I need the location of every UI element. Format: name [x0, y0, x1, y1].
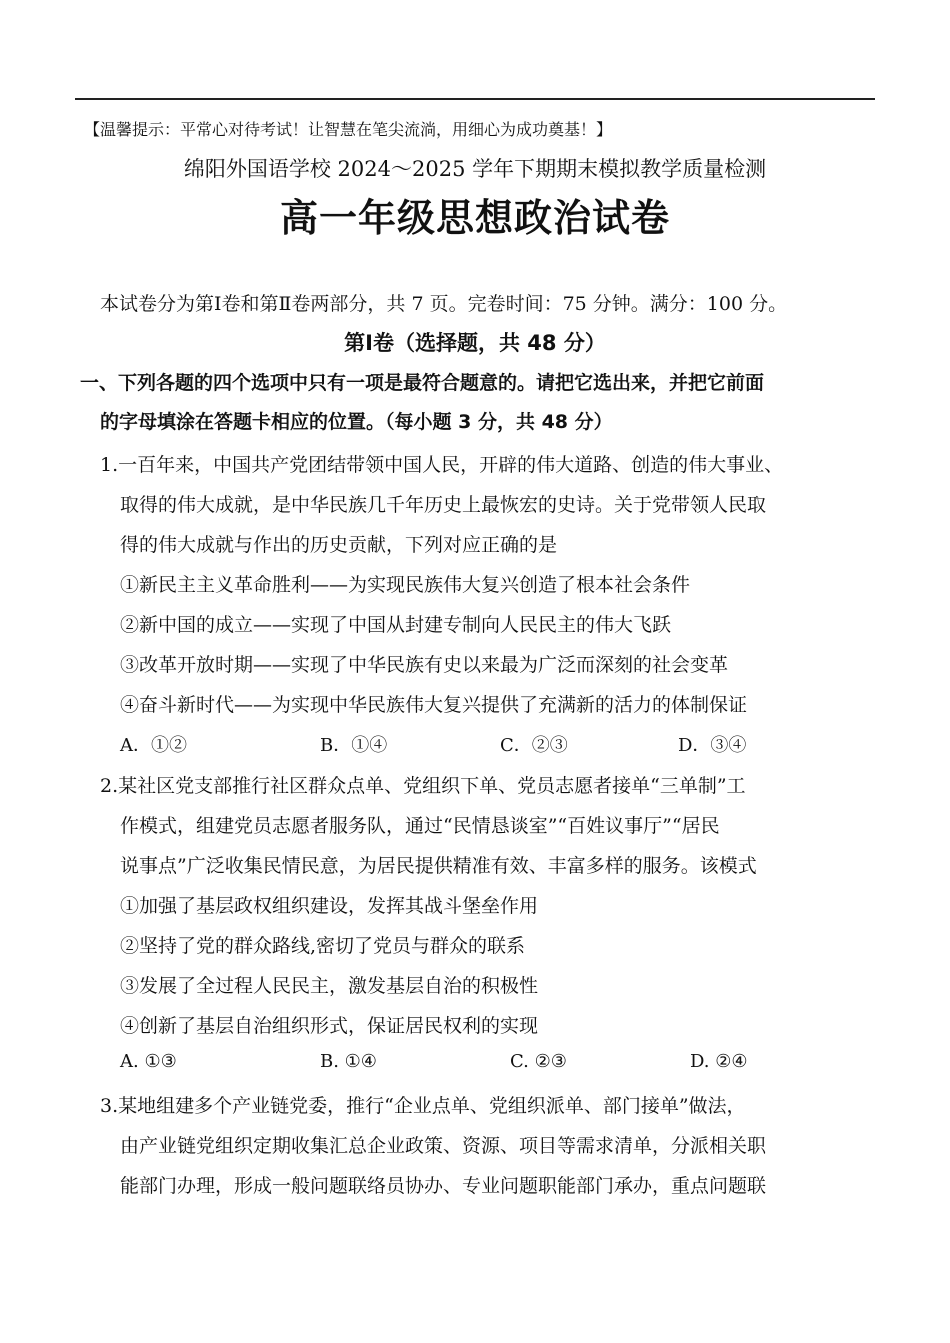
exam-title: 高一年级思想政治试卷: [279, 196, 670, 240]
top-rule: [75, 98, 875, 100]
q1-option-b: B．①④: [320, 735, 388, 756]
tip-line: 【温馨提示：平常心对待考试！让智慧在笔尖流淌，用细心为成功奠基！】: [84, 120, 613, 139]
q1-stem-line1: 1.一百年来，中国共产党团结带领中国人民，开辟的伟大道路、创造的伟大事业、: [100, 454, 784, 476]
q2-option-b: B. ①④: [320, 1051, 377, 1072]
q2-statement-3: ③发展了全过程人民民主，激发基层自治的积极性: [120, 975, 539, 997]
q2-statement-1: ①加强了基层政权组织建设，发挥其战斗堡垒作用: [120, 895, 539, 917]
q3-stem-line1: 3.某地组建多个产业链党委，推行“企业点单、党组织派单、部门接单”做法，: [100, 1095, 746, 1117]
q1-statement-4: ④奋斗新时代——为实现中华民族伟大复兴提供了充满新的活力的体制保证: [120, 694, 748, 716]
q3-stem-line2: 由产业链党组织定期收集汇总企业政策、资源、项目等需求清单，分派相关职: [120, 1135, 767, 1157]
q3-stem-line3: 能部门办理，形成一般问题联络员协办、专业问题职能部门承办，重点问题联: [120, 1175, 767, 1197]
q1-option-a: A．①②: [120, 735, 187, 756]
q2-statement-4: ④创新了基层自治组织形式，保证居民权利的实现: [120, 1015, 539, 1037]
exam-subtitle: 绵阳外国语学校 2024～2025 学年下期期末模拟教学质量检测: [183, 157, 767, 181]
exam-intro: 本试卷分为第Ⅰ卷和第Ⅱ卷两部分，共 7 页。完卷时间：75 分钟。满分：100 分。: [100, 293, 788, 315]
q2-option-c: C. ②③: [510, 1051, 567, 1072]
q1-stem-line3: 得的伟大成就与作出的历史贡献，下列对应正确的是: [120, 534, 558, 556]
q1-stem-line2: 取得的伟大成就，是中华民族几千年历史上最恢宏的史诗。关于党带领人民取: [120, 494, 767, 516]
volume-heading: 第Ⅰ卷（选择题，共 48 分）: [344, 331, 606, 355]
q1-statement-1: ①新民主主义革命胜利——为实现民族伟大复兴创造了根本社会条件: [120, 574, 691, 596]
q2-option-a: A. ①③: [120, 1051, 177, 1072]
q2-statement-2: ②坚持了党的群众路线,密切了党员与群众的联系: [120, 935, 526, 957]
q1-statement-2: ②新中国的成立——实现了中国从封建专制向人民民主的伟大飞跃: [120, 614, 672, 636]
q1-option-d: D．③④: [678, 735, 747, 756]
section-instruction-line1: 一、下列各题的四个选项中只有一项是最符合题意的。请把它选出来，并把它前面: [80, 372, 765, 394]
q2-stem-line3: 说事点”广泛收集民情民意，为居民提供精准有效、丰富多样的服务。该模式: [120, 855, 757, 877]
q1-option-c: C．②③: [500, 735, 568, 756]
q2-option-d: D. ②④: [690, 1051, 748, 1072]
q2-stem-line2: 作模式，组建党员志愿者服务队，通过“民情恳谈室”“百姓议事厅”“居民: [120, 815, 720, 837]
q2-stem-line1: 2.某社区党支部推行社区群众点单、党组织下单、党员志愿者接单“三单制”工: [100, 775, 746, 797]
section-instruction-line2: 的字母填涂在答题卡相应的位置。（每小题 3 分，共 48 分）: [100, 411, 613, 433]
q1-statement-3: ③改革开放时期——实现了中华民族有史以来最为广泛而深刻的社会变革: [120, 654, 729, 676]
